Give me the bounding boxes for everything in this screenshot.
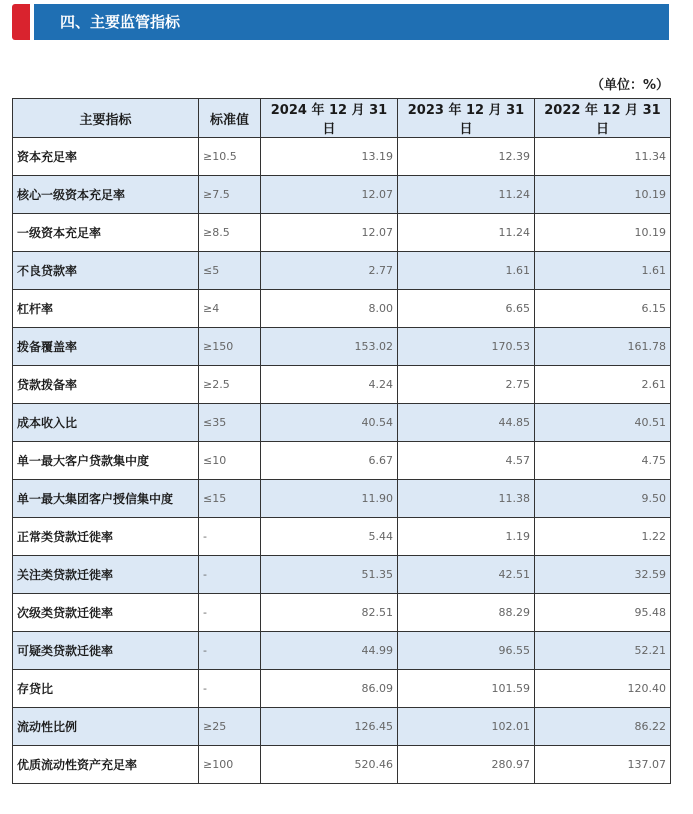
- standard-value-cell: -: [199, 518, 261, 556]
- standard-value-cell: -: [199, 670, 261, 708]
- value-2024-cell: 13.19: [261, 138, 398, 176]
- value-2022-cell: 52.21: [535, 632, 671, 670]
- standard-value-cell: ≥8.5: [199, 214, 261, 252]
- value-2023-cell: 12.39: [398, 138, 535, 176]
- standard-value-cell: ≥10.5: [199, 138, 261, 176]
- indicator-name-cell: 成本收入比: [13, 404, 199, 442]
- header-cell: 2024 年 12 月 31 日: [261, 99, 398, 138]
- table-row: [13, 518, 671, 556]
- standard-value-cell: ≤15: [199, 480, 261, 518]
- value-2022-cell: 32.59: [535, 556, 671, 594]
- indicator-name-cell: 存贷比: [13, 670, 199, 708]
- value-2022-cell: 1.61: [535, 252, 671, 290]
- table-row: [13, 442, 671, 480]
- indicator-name-cell: 优质流动性资产充足率: [13, 746, 199, 784]
- standard-value-cell: ≥150: [199, 328, 261, 366]
- regulatory-indicators-table: [12, 98, 671, 784]
- value-2023-cell: 11.24: [398, 214, 535, 252]
- header-cell: 主要指标: [13, 99, 199, 138]
- indicator-name-cell: 可疑类贷款迁徙率: [13, 632, 199, 670]
- table-body: [13, 138, 671, 784]
- value-2023-cell: 96.55: [398, 632, 535, 670]
- standard-value-cell: ≥25: [199, 708, 261, 746]
- value-2022-cell: 40.51: [535, 404, 671, 442]
- indicator-name-cell: 贷款拨备率: [13, 366, 199, 404]
- value-2024-cell: 2.77: [261, 252, 398, 290]
- table-row: [13, 290, 671, 328]
- indicator-name-cell: 不良贷款率: [13, 252, 199, 290]
- indicator-name-cell: 正常类贷款迁徙率: [13, 518, 199, 556]
- value-2023-cell: 2.75: [398, 366, 535, 404]
- table-row: [13, 480, 671, 518]
- standard-value-cell: -: [199, 594, 261, 632]
- value-2024-cell: 86.09: [261, 670, 398, 708]
- section-title: 四、主要监管指标: [34, 4, 669, 40]
- value-2024-cell: 40.54: [261, 404, 398, 442]
- table-row: [13, 366, 671, 404]
- value-2023-cell: 11.24: [398, 176, 535, 214]
- value-2022-cell: 86.22: [535, 708, 671, 746]
- header-cell: 2023 年 12 月 31 日: [398, 99, 535, 138]
- table-row: [13, 556, 671, 594]
- standard-value-cell: ≤10: [199, 442, 261, 480]
- value-2022-cell: 1.22: [535, 518, 671, 556]
- value-2022-cell: 9.50: [535, 480, 671, 518]
- value-2022-cell: 6.15: [535, 290, 671, 328]
- table-header-row: [13, 99, 671, 138]
- table-row: [13, 176, 671, 214]
- value-2024-cell: 6.67: [261, 442, 398, 480]
- value-2023-cell: 101.59: [398, 670, 535, 708]
- table-row: [13, 328, 671, 366]
- header-cell: 2022 年 12 月 31 日: [535, 99, 671, 138]
- value-2024-cell: 8.00: [261, 290, 398, 328]
- table-row: [13, 214, 671, 252]
- standard-value-cell: ≤35: [199, 404, 261, 442]
- value-2024-cell: 4.24: [261, 366, 398, 404]
- table-row: [13, 708, 671, 746]
- indicator-name-cell: 一级资本充足率: [13, 214, 199, 252]
- value-2022-cell: 120.40: [535, 670, 671, 708]
- value-2023-cell: 42.51: [398, 556, 535, 594]
- value-2024-cell: 82.51: [261, 594, 398, 632]
- indicator-name-cell: 拨备覆盖率: [13, 328, 199, 366]
- indicator-name-cell: 流动性比例: [13, 708, 199, 746]
- table-row: [13, 746, 671, 784]
- standard-value-cell: -: [199, 632, 261, 670]
- table-row: [13, 138, 671, 176]
- indicator-name-cell: 资本充足率: [13, 138, 199, 176]
- standard-value-cell: ≤5: [199, 252, 261, 290]
- value-2024-cell: 520.46: [261, 746, 398, 784]
- indicator-name-cell: 单一最大集团客户授信集中度: [13, 480, 199, 518]
- indicator-name-cell: 核心一级资本充足率: [13, 176, 199, 214]
- section-header: [12, 4, 669, 40]
- value-2024-cell: 5.44: [261, 518, 398, 556]
- standard-value-cell: ≥7.5: [199, 176, 261, 214]
- value-2024-cell: 44.99: [261, 632, 398, 670]
- value-2023-cell: 4.57: [398, 442, 535, 480]
- value-2023-cell: 44.85: [398, 404, 535, 442]
- value-2023-cell: 102.01: [398, 708, 535, 746]
- standard-value-cell: -: [199, 556, 261, 594]
- standard-value-cell: ≥2.5: [199, 366, 261, 404]
- value-2023-cell: 170.53: [398, 328, 535, 366]
- indicator-name-cell: 次级类贷款迁徙率: [13, 594, 199, 632]
- unit-note: （单位：%）: [590, 78, 669, 93]
- table-row: [13, 632, 671, 670]
- value-2023-cell: 11.38: [398, 480, 535, 518]
- standard-value-cell: ≥100: [199, 746, 261, 784]
- value-2022-cell: 137.07: [535, 746, 671, 784]
- value-2022-cell: 11.34: [535, 138, 671, 176]
- value-2024-cell: 11.90: [261, 480, 398, 518]
- value-2024-cell: 51.35: [261, 556, 398, 594]
- value-2023-cell: 1.19: [398, 518, 535, 556]
- table-row: [13, 404, 671, 442]
- header-cell: 标准值: [199, 99, 261, 138]
- value-2023-cell: 88.29: [398, 594, 535, 632]
- value-2023-cell: 280.97: [398, 746, 535, 784]
- value-2024-cell: 12.07: [261, 214, 398, 252]
- table-row: [13, 594, 671, 632]
- value-2024-cell: 12.07: [261, 176, 398, 214]
- value-2023-cell: 6.65: [398, 290, 535, 328]
- indicator-name-cell: 杠杆率: [13, 290, 199, 328]
- indicator-name-cell: 单一最大客户贷款集中度: [13, 442, 199, 480]
- value-2022-cell: 10.19: [535, 214, 671, 252]
- value-2022-cell: 161.78: [535, 328, 671, 366]
- table-row: [13, 670, 671, 708]
- header-accent-block: [12, 4, 30, 40]
- value-2023-cell: 1.61: [398, 252, 535, 290]
- value-2024-cell: 126.45: [261, 708, 398, 746]
- value-2022-cell: 4.75: [535, 442, 671, 480]
- table-row: [13, 252, 671, 290]
- value-2022-cell: 95.48: [535, 594, 671, 632]
- value-2022-cell: 10.19: [535, 176, 671, 214]
- value-2022-cell: 2.61: [535, 366, 671, 404]
- indicator-name-cell: 关注类贷款迁徙率: [13, 556, 199, 594]
- value-2024-cell: 153.02: [261, 328, 398, 366]
- standard-value-cell: ≥4: [199, 290, 261, 328]
